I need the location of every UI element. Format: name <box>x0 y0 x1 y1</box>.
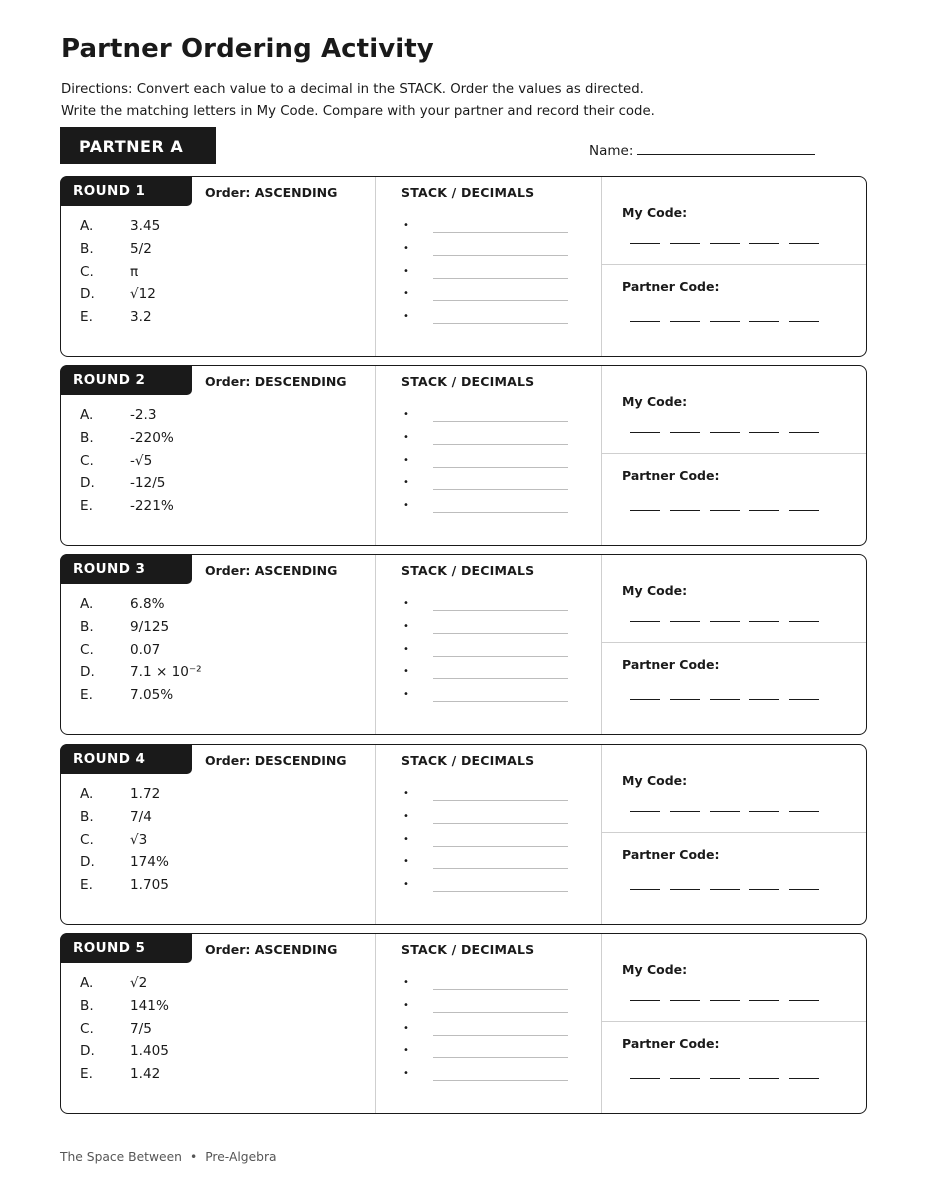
item-letter: E. <box>80 309 93 326</box>
bullet-icon: • <box>403 265 409 277</box>
item-letter: B. <box>80 997 94 1014</box>
stack-row[interactable] <box>403 1018 573 1041</box>
bullet-icon: • <box>403 1068 409 1080</box>
code-blank[interactable] <box>630 621 660 622</box>
my-code-blanks[interactable] <box>630 1000 820 1001</box>
stack-row[interactable] <box>403 874 573 897</box>
column-divider <box>601 745 602 924</box>
item-letter: E. <box>80 687 93 704</box>
code-blank[interactable] <box>710 321 740 322</box>
stack-label: STACK / DECIMALS <box>401 185 535 200</box>
bullet-icon: • <box>403 1045 409 1057</box>
bullet-icon: • <box>403 598 409 609</box>
partner-code-blanks[interactable] <box>630 699 820 700</box>
item-letter: D. <box>80 286 95 303</box>
decimal-answer-line[interactable] <box>433 512 568 513</box>
footer-course: Pre-Algebra <box>205 1150 277 1164</box>
decimal-answer-line[interactable] <box>433 989 568 990</box>
code-blank[interactable] <box>630 1000 660 1001</box>
item-value: 7.05% <box>130 687 174 704</box>
code-blank[interactable] <box>710 621 740 622</box>
bullet-icon: • <box>403 788 409 799</box>
round-label: ROUND 5 <box>60 933 192 963</box>
code-blank[interactable] <box>789 889 819 890</box>
decimal-answer-line[interactable] <box>433 323 568 324</box>
stack-label: STACK / DECIMALS <box>401 374 535 389</box>
footer <box>60 1150 277 1164</box>
bullet-icon: • <box>403 879 409 891</box>
item-letter: B. <box>80 240 94 257</box>
bullet-icon: • <box>403 977 409 988</box>
item-value: 6.8% <box>130 596 165 612</box>
decimal-answer-line[interactable] <box>433 633 568 634</box>
code-divider <box>601 264 866 265</box>
bullet-icon: • <box>403 409 409 420</box>
item-letter: D. <box>80 1043 95 1060</box>
stack-row[interactable] <box>403 995 573 1018</box>
code-blank[interactable] <box>670 432 700 433</box>
stack-row[interactable] <box>403 427 573 450</box>
stack-lines <box>403 783 573 897</box>
item-value: 3.45 <box>130 218 161 234</box>
code-blank[interactable] <box>789 321 819 322</box>
code-blank[interactable] <box>630 432 660 433</box>
stack-lines <box>403 972 573 1086</box>
item-letter: D. <box>80 475 95 492</box>
stack-row[interactable] <box>403 829 573 852</box>
decimal-answer-line[interactable] <box>433 467 568 468</box>
code-blank[interactable] <box>710 811 740 812</box>
code-blank[interactable] <box>670 321 700 322</box>
decimal-answer-line[interactable] <box>433 846 568 847</box>
code-blank[interactable] <box>789 621 819 622</box>
item-value: 174% <box>130 854 169 871</box>
my-code-blanks[interactable] <box>630 432 820 433</box>
bullet-icon: • <box>403 431 409 443</box>
bullet-icon: • <box>403 666 409 678</box>
order-label: Order: ASCENDING <box>205 563 338 578</box>
code-blank[interactable] <box>670 1000 700 1001</box>
decimal-answer-line[interactable] <box>433 278 568 279</box>
item-letter: E. <box>80 498 93 515</box>
stack-row[interactable] <box>403 972 573 995</box>
decimal-answer-line[interactable] <box>433 1012 568 1013</box>
decimal-answer-line[interactable] <box>433 701 568 702</box>
decimal-answer-line[interactable] <box>433 1057 568 1058</box>
code-blank[interactable] <box>710 432 740 433</box>
code-divider <box>601 453 866 454</box>
code-blank[interactable] <box>789 699 819 700</box>
bullet-icon: • <box>403 220 409 231</box>
order-label: Order: ASCENDING <box>205 185 338 200</box>
name-label: Name: <box>589 143 634 159</box>
code-divider <box>601 832 866 833</box>
stack-row[interactable] <box>403 472 573 495</box>
my-code-label: My Code: <box>622 583 688 598</box>
my-code-label: My Code: <box>622 962 688 977</box>
name-field[interactable] <box>589 140 815 159</box>
stack-row[interactable] <box>403 806 573 829</box>
my-code-label: My Code: <box>622 205 688 220</box>
item-value: 1.705 <box>130 877 169 894</box>
round-label: ROUND 3 <box>60 554 192 584</box>
decimal-answer-line[interactable] <box>433 656 568 657</box>
stack-row[interactable] <box>403 215 573 238</box>
order-label: Order: ASCENDING <box>205 942 338 957</box>
bullet-icon: • <box>403 454 409 466</box>
stack-row[interactable] <box>403 616 573 639</box>
code-blank[interactable] <box>789 510 819 511</box>
item-value: 3.2 <box>130 309 152 326</box>
code-blank[interactable] <box>710 510 740 511</box>
stack-row[interactable] <box>403 1063 573 1086</box>
bullet-icon: • <box>403 999 409 1011</box>
my-code-label: My Code: <box>622 394 688 409</box>
stack-row[interactable] <box>403 306 573 329</box>
item-value: 9/125 <box>130 618 170 635</box>
code-blank[interactable] <box>749 1078 779 1079</box>
partner-label: PARTNER A <box>60 127 216 164</box>
code-blank[interactable] <box>789 432 819 433</box>
stack-row[interactable] <box>403 495 573 518</box>
round-1-card <box>60 176 867 357</box>
item-value: -12/5 <box>130 475 166 492</box>
code-blank[interactable] <box>630 321 660 322</box>
bullet-icon: • <box>403 833 409 845</box>
item-value: -220% <box>130 429 174 446</box>
directions <box>61 79 655 123</box>
column-divider <box>601 366 602 545</box>
code-blank[interactable] <box>710 1078 740 1079</box>
bullet-icon: • <box>403 620 409 632</box>
bullet-icon: • <box>403 477 409 489</box>
item-letter: A. <box>80 975 94 991</box>
item-letter: C. <box>80 641 94 658</box>
code-blank[interactable] <box>670 889 700 890</box>
item-letter: E. <box>80 877 93 894</box>
code-blank[interactable] <box>710 243 740 244</box>
column-divider <box>375 555 376 734</box>
stack-row[interactable] <box>403 851 573 874</box>
stack-row[interactable] <box>403 639 573 662</box>
code-blank[interactable] <box>749 699 779 700</box>
item-letter: E. <box>80 1066 93 1083</box>
bullet-icon: • <box>403 643 409 655</box>
item-letter: D. <box>80 854 95 871</box>
item-letter: C. <box>80 452 94 469</box>
order-label: Order: DESCENDING <box>205 374 347 389</box>
stack-row[interactable] <box>403 404 573 427</box>
code-blank[interactable] <box>710 699 740 700</box>
item-value: π <box>130 263 139 280</box>
decimal-answer-line[interactable] <box>433 421 568 422</box>
partner-code-label: Partner Code: <box>622 1036 720 1051</box>
round-label: ROUND 4 <box>60 744 192 774</box>
partner-code-blanks[interactable] <box>630 510 820 511</box>
code-blank[interactable] <box>710 889 740 890</box>
item-value: 141% <box>130 997 169 1014</box>
item-letter: B. <box>80 429 94 446</box>
stack-label: STACK / DECIMALS <box>401 942 535 957</box>
bullet-icon: • <box>403 1022 409 1034</box>
round-2-card <box>60 365 867 546</box>
name-input-line[interactable] <box>637 140 815 155</box>
code-blank[interactable] <box>630 889 660 890</box>
bullet-icon: • <box>403 500 409 512</box>
code-blank[interactable] <box>749 1000 779 1001</box>
column-divider <box>375 177 376 356</box>
stack-row[interactable] <box>403 783 573 806</box>
code-blank[interactable] <box>789 811 819 812</box>
item-value: 1.42 <box>130 1066 161 1083</box>
bullet-icon: • <box>403 242 409 254</box>
code-blank[interactable] <box>670 699 700 700</box>
decimal-answer-line[interactable] <box>433 300 568 301</box>
my-code-blanks[interactable] <box>630 811 820 812</box>
directions-line-2: Write the matching letters in My Code. Compare with your partner and record their code. <box>61 104 655 119</box>
code-blank[interactable] <box>789 1078 819 1079</box>
stack-row[interactable] <box>403 593 573 616</box>
item-letter: A. <box>80 407 94 423</box>
item-value: -221% <box>130 498 174 515</box>
code-blank[interactable] <box>630 510 660 511</box>
round-label: ROUND 1 <box>60 176 192 206</box>
item-letter: B. <box>80 808 94 825</box>
stack-row[interactable] <box>403 238 573 261</box>
bullet-icon: • <box>403 856 409 868</box>
code-blank[interactable] <box>749 321 779 322</box>
order-label: Order: DESCENDING <box>205 753 347 768</box>
round-4-card <box>60 744 867 925</box>
partner-code-label: Partner Code: <box>622 279 720 294</box>
code-blank[interactable] <box>710 1000 740 1001</box>
decimal-answer-line[interactable] <box>433 489 568 490</box>
stack-row[interactable] <box>403 661 573 684</box>
code-blank[interactable] <box>749 811 779 812</box>
code-blank[interactable] <box>749 621 779 622</box>
stack-label: STACK / DECIMALS <box>401 563 535 578</box>
code-blank[interactable] <box>630 243 660 244</box>
round-label: ROUND 2 <box>60 365 192 395</box>
code-blank[interactable] <box>670 243 700 244</box>
item-value: 7/5 <box>130 1020 152 1037</box>
partner-code-label: Partner Code: <box>622 468 720 483</box>
code-blank[interactable] <box>749 432 779 433</box>
code-blank[interactable] <box>789 243 819 244</box>
stack-row[interactable] <box>403 1040 573 1063</box>
item-value: -2.3 <box>130 407 157 423</box>
bullet-icon: • <box>403 810 409 822</box>
decimal-answer-line[interactable] <box>433 610 568 611</box>
decimal-answer-line[interactable] <box>433 868 568 869</box>
stack-row[interactable] <box>403 283 573 306</box>
decimal-answer-line[interactable] <box>433 255 568 256</box>
item-value: √2 <box>130 975 148 991</box>
bullet-icon: • <box>403 689 409 701</box>
code-divider <box>601 1021 866 1022</box>
item-letter: C. <box>80 831 94 848</box>
decimal-answer-line[interactable] <box>433 232 568 233</box>
code-blank[interactable] <box>789 1000 819 1001</box>
item-value: 1.405 <box>130 1043 169 1060</box>
column-divider <box>375 934 376 1113</box>
code-blank[interactable] <box>630 811 660 812</box>
item-letter: B. <box>80 618 94 635</box>
code-blank[interactable] <box>749 243 779 244</box>
stack-row[interactable] <box>403 684 573 707</box>
code-blank[interactable] <box>670 510 700 511</box>
decimal-answer-line[interactable] <box>433 1080 568 1081</box>
partner-code-label: Partner Code: <box>622 847 720 862</box>
directions-line-1: Directions: Convert each value to a decimal in the STACK. Order the values as directed. <box>61 82 644 97</box>
column-divider <box>375 366 376 545</box>
stack-lines <box>403 593 573 707</box>
decimal-answer-line[interactable] <box>433 444 568 445</box>
my-code-blanks[interactable] <box>630 243 820 244</box>
code-blank[interactable] <box>630 699 660 700</box>
decimal-answer-line[interactable] <box>433 1035 568 1036</box>
code-blank[interactable] <box>670 1078 700 1079</box>
footer-separator: • <box>189 1150 198 1164</box>
code-blank[interactable] <box>670 811 700 812</box>
item-value: 0.07 <box>130 641 161 658</box>
my-code-label: My Code: <box>622 773 688 788</box>
bullet-icon: • <box>403 311 409 323</box>
item-letter: A. <box>80 596 94 612</box>
item-value: 1.72 <box>130 786 161 802</box>
stack-lines <box>403 215 573 329</box>
partner-code-blanks[interactable] <box>630 889 820 890</box>
my-code-blanks[interactable] <box>630 621 820 622</box>
footer-source: The Space Between <box>60 1150 182 1164</box>
stack-row[interactable] <box>403 450 573 473</box>
code-blank[interactable] <box>630 1078 660 1079</box>
item-letter: D. <box>80 664 95 681</box>
column-divider <box>601 177 602 356</box>
item-value: 5/2 <box>130 240 152 257</box>
item-value: √3 <box>130 831 148 848</box>
column-divider <box>601 555 602 734</box>
decimal-answer-line[interactable] <box>433 891 568 892</box>
decimal-answer-line[interactable] <box>433 823 568 824</box>
stack-lines <box>403 404 573 518</box>
decimal-answer-line[interactable] <box>433 678 568 679</box>
decimal-answer-line[interactable] <box>433 800 568 801</box>
bullet-icon: • <box>403 288 409 300</box>
partner-code-blanks[interactable] <box>630 321 820 322</box>
code-divider <box>601 642 866 643</box>
item-value: 7/4 <box>130 808 152 825</box>
code-blank[interactable] <box>749 889 779 890</box>
round-5-card <box>60 933 867 1114</box>
partner-code-blanks[interactable] <box>630 1078 820 1079</box>
column-divider <box>601 934 602 1113</box>
round-3-card <box>60 554 867 735</box>
item-value: 7.1 × 10⁻² <box>130 664 202 681</box>
item-letter: A. <box>80 218 94 234</box>
item-value: -√5 <box>130 452 153 469</box>
code-blank[interactable] <box>749 510 779 511</box>
partner-code-label: Partner Code: <box>622 657 720 672</box>
item-value: √12 <box>130 286 156 303</box>
stack-label: STACK / DECIMALS <box>401 753 535 768</box>
item-letter: A. <box>80 786 94 802</box>
page-title: Partner Ordering Activity <box>61 34 434 64</box>
item-letter: C. <box>80 263 94 280</box>
code-blank[interactable] <box>670 621 700 622</box>
column-divider <box>375 745 376 924</box>
stack-row[interactable] <box>403 261 573 284</box>
item-letter: C. <box>80 1020 94 1037</box>
